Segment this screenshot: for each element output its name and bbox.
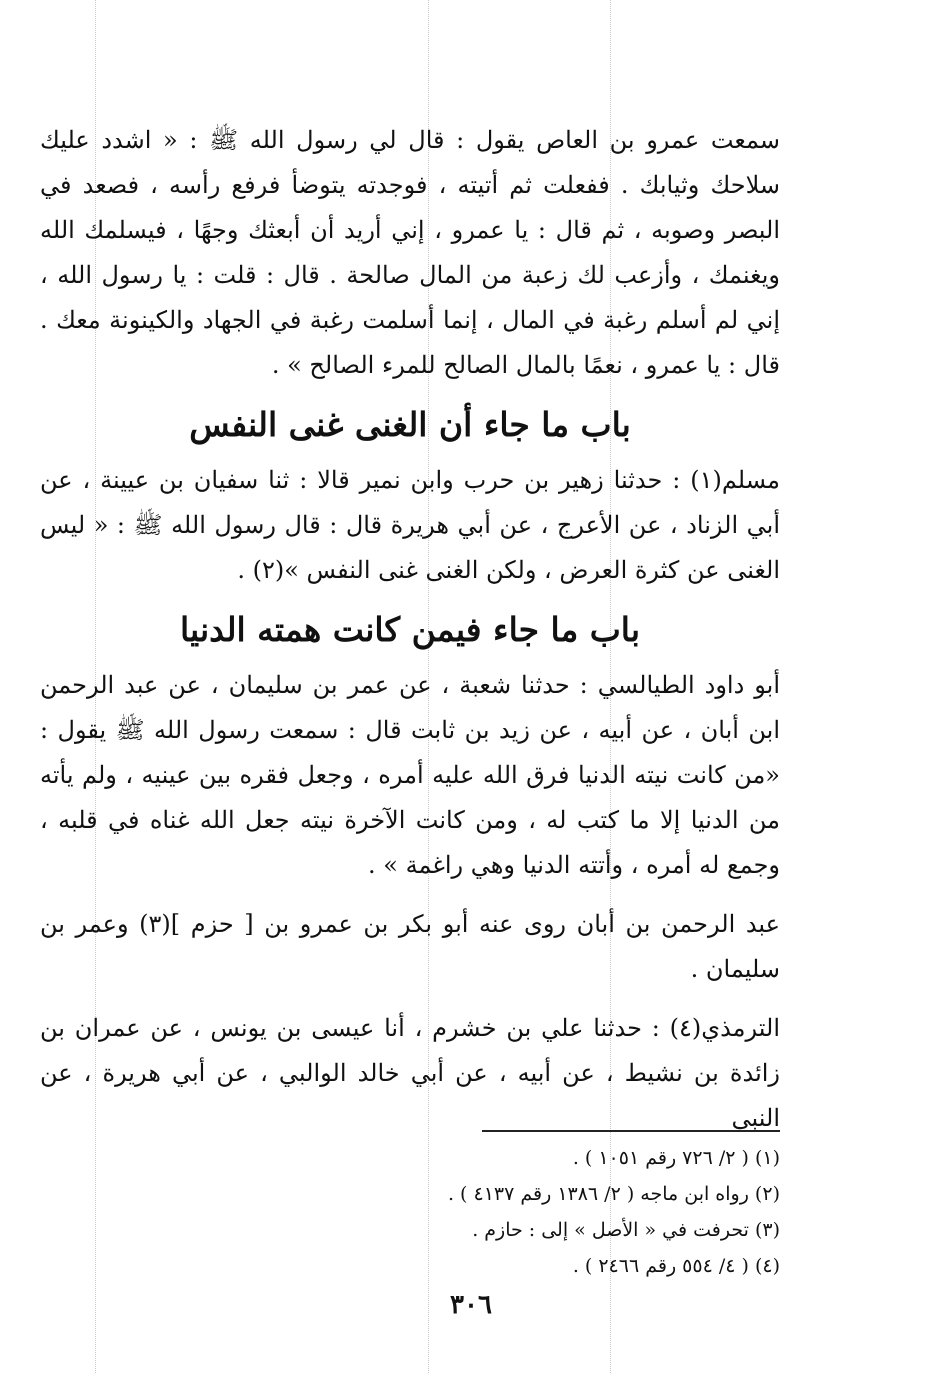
chapter-heading-worldly-concern: باب ما جاء فيمن كانت همته الدنيا: [179, 610, 641, 649]
paragraph-narrator-note: عبد الرحمن بن أبان روى عنه أبو بكر بن عمرو بن [ حزم ](٣) وعمر بن سليمان .: [40, 910, 780, 983]
main-text: [40, 118, 780, 1141]
paragraph-tirmidhi: الترمذي(٤) : حدثنا علي بن خشرم ، أنا عيسى بن يونس ، عن عمران بن زائدة بن نشيط ، عن أبيه ، عن أبي خالد الوالبي ، عن أبي هريرة ، عن النبي: [40, 1014, 780, 1132]
paragraph-muslim: مسلم(١) : حدثنا زهير بن حرب وابن نمير قالا : ثنا سفيان بن عيينة ، عن أبي الزناد ، عن الأعرج ، عن أبي هريرة قال : قال رسول الله ﷺ : « ليس الغنى عن كثرة العرض ، ولكن الغنى غنى النفس »(٢) .: [40, 466, 780, 584]
footnote-1: (١) ( ٢/ ٧٢٦ رقم ١٠٥١ ) .: [572, 1147, 780, 1169]
footnote-divider: [482, 1130, 780, 1132]
footnote-2: (٢) رواه ابن ماجه ( ٢/ ١٣٨٦ رقم ٤١٣٧ ) .: [447, 1183, 780, 1205]
page-number: ٣٠٦: [450, 1290, 492, 1320]
paragraph-abu-dawud: أبو داود الطيالسي : حدثنا شعبة ، عن عمر بن سليمان ، عن عبد الرحمن ابن أبان ، عن أبيه ، عن زيد بن ثابت قال : سمعت رسول الله ﷺ يقول : «من كانت نيته الدنيا فرق الله عليه أمره ، وجعل فقره بين عينيه ، ولم يأته من الدنيا إلا ما كتب له ، ومن كانت الآخرة نيته جعل الله غناه في قلبه ، وجمع له أمره ، وأتته الدنيا وهي راغمة » .: [40, 671, 780, 879]
footnote-3: (٣) تحرفت في « الأصل » إلى : حازم .: [472, 1219, 780, 1241]
footnotes: [300, 1140, 780, 1284]
chapter-heading-wealth-of-soul: باب ما جاء أن الغنى غنى النفس: [189, 405, 631, 444]
footnote-4: (٤) ( ٤/ ٥٥٤ رقم ٢٤٦٦ ) .: [572, 1255, 780, 1277]
paragraph-hadith-amr: سمعت عمرو بن العاص يقول : قال لي رسول الله ﷺ : « اشدد عليك سلاحك وثيابك . ففعلت ثم أتيته ، فوجدته يتوضأ فرفع رأسه ، فصعد في البصر وصوبه ، ثم قال : يا عمرو ، إني أريد أن أبعثك وجهًا ، فيسلمك الله ويغنمك ، وأزعب لك زعبة من المال صالحة . قال : قلت : يا رسول الله ، إني لم أسلم رغبة في المال ، إنما أسلمت رغبة في الجهاد والكينونة معك . قال : يا عمرو ، نعمًا بالمال الصالح للمرء الصالح » .: [40, 126, 780, 379]
